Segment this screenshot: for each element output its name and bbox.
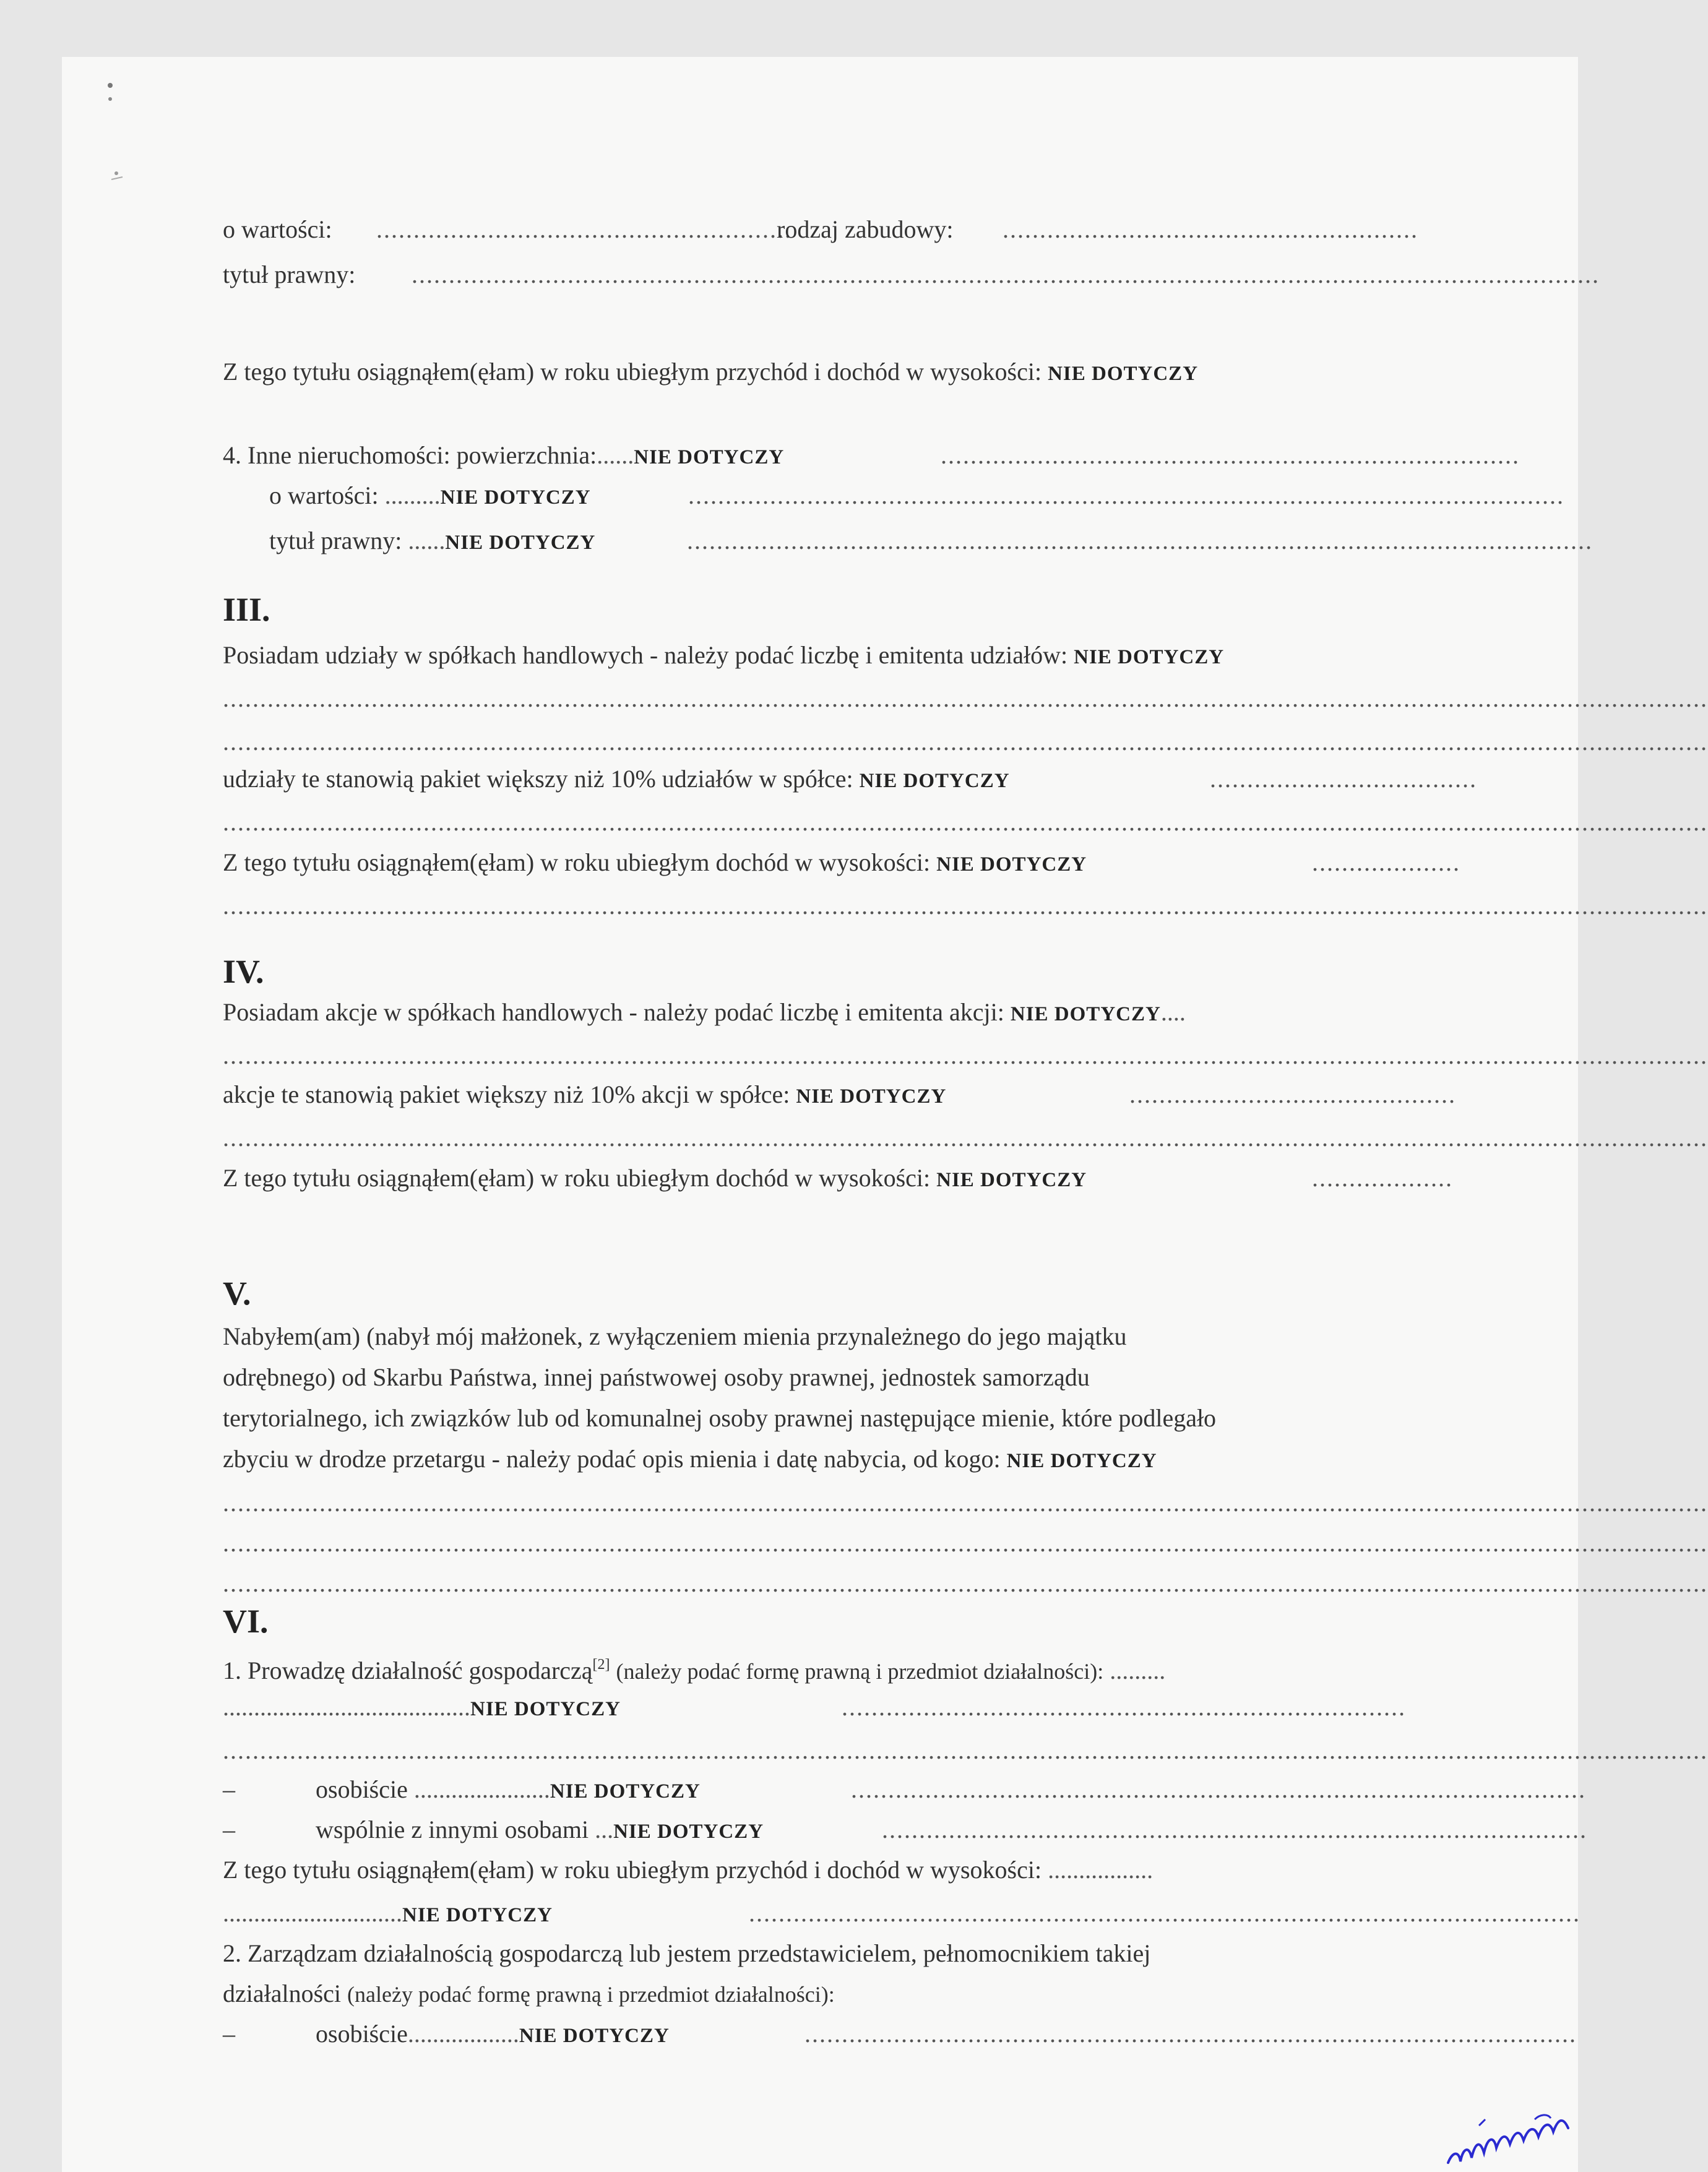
nie-dotyczy: NIE DOTYCZY — [402, 1904, 553, 1926]
nie-dotyczy: NIE DOTYCZY — [936, 1169, 1087, 1191]
nie-dotyczy: NIE DOTYCZY — [1048, 363, 1199, 385]
signature-icon — [1442, 2101, 1578, 2172]
zarzadzam-line-1: 2. Zarządzam działalnością gospodarczą lub jestem przedstawicielem, pełnomocnikiem takiej — [223, 1939, 1151, 1967]
dotted-fill: ........................................................ — [1003, 215, 1418, 243]
osobiscie-line: – osobiście ......................NIE DOTYCZY — [223, 1775, 701, 1803]
akcje-dochod-line: Z tego tytułu osiągnąłem(ęłam) w roku ubiegłym dochód w wysokości: NIE DOTYCZY — [223, 1164, 1087, 1192]
footnote-ref: [2] — [592, 1657, 610, 1673]
udzialy-dochod-line: Z tego tytułu osiągnąłem(ęłam) w roku ubiegłym dochód w wysokości: NIE DOTYCZY — [223, 848, 1087, 876]
dotted-fill: .............................................................................. — [941, 441, 1520, 469]
dotted-fill: ........................................................................................................................................................................................................ — [223, 1489, 1708, 1517]
dotted-fill: ........................................................................................................................................................................................................ — [223, 728, 1708, 756]
nie-dotyczy: NIE DOTYCZY — [634, 446, 785, 468]
nie-dotyczy: NIE DOTYCZY — [796, 1085, 947, 1108]
dotted-fill: ............................................ — [1129, 1080, 1456, 1108]
section-iv-heading: IV. — [223, 953, 264, 990]
dotted-fill: ........................................................ — [376, 215, 792, 243]
dotted-fill: ........................................................................................................................................................................................................ — [223, 1569, 1708, 1597]
section-iii-heading: III. — [223, 591, 270, 628]
nabylem-line-2: odrębnego) od Skarbu Państwa, innej państwowej osoby prawnej, jednostek samorządu — [223, 1363, 1090, 1391]
inne-nieruchomosci-line: 4. Inne nieruchomości: powierzchnia:......NIE DOTYCZY — [223, 441, 785, 469]
tytul-prawny-label: tytuł prawny: — [223, 261, 356, 288]
nie-dotyczy: NIE DOTYCZY — [550, 1780, 701, 1803]
dotted-fill: ........................................................................................................................................................................................................ — [223, 1124, 1708, 1152]
inne-wartosci-line: o wartości: .........NIE DOTYCZY — [269, 481, 591, 509]
section-vi-heading: VI. — [223, 1603, 269, 1640]
dotted-fill: ................................................................................................................................................................ — [412, 261, 1600, 288]
vi-przychod-answer-line: .............................NIE DOTYCZY — [223, 1899, 553, 1927]
dotted-fill: ............................................................................................... — [882, 1816, 1587, 1843]
akcje-pakiet-line: akcje te stanowią pakiet większy niż 10% akcji w spółce: NIE DOTYCZY — [223, 1080, 947, 1108]
section-v-heading: V. — [223, 1275, 251, 1312]
udzialy-pakiet-line: udziały te stanowią pakiet większy niż 10% udziałów w spółce: NIE DOTYCZY — [223, 765, 1010, 793]
akcje-line: Posiadam akcje w spółkach handlowych - należy podać liczbę i emitenta akcji: NIE DOTYCZY.... — [223, 998, 1186, 1026]
dotted-fill: ........................................................................................................ — [804, 2020, 1577, 2048]
dotted-fill: ................................................................................................................ — [749, 1899, 1581, 1927]
nie-dotyczy: NIE DOTYCZY — [445, 532, 596, 554]
nie-dotyczy: NIE DOTYCZY — [1006, 1450, 1157, 1472]
vi-przychod-line: Z tego tytułu osiągnąłem(ęłam) w roku ubiegłym przychód i dochód w wysokości: ................. — [223, 1856, 1154, 1884]
dotted-fill: ................... — [1312, 1164, 1453, 1192]
nie-dotyczy: NIE DOTYCZY — [440, 486, 591, 509]
rodzaj-zabudowy-label: rodzaj zabudowy: — [777, 215, 954, 243]
nie-dotyczy: NIE DOTYCZY — [1074, 646, 1225, 668]
nie-dotyczy: NIE DOTYCZY — [1010, 1003, 1161, 1025]
dotted-fill: ........................................................................................................................................................................................................ — [223, 1529, 1708, 1557]
scan-speck-marks — [93, 74, 167, 210]
udzialy-line: Posiadam udziały w spółkach handlowych - należy podać liczbę i emitenta udziałów: NIE DOTYCZY — [223, 641, 1225, 669]
nie-dotyczy: NIE DOTYCZY — [519, 2025, 670, 2047]
inne-tytul-line: tytuł prawny: ......NIE DOTYCZY — [269, 527, 596, 554]
dotted-fill: ............................................................................ — [842, 1693, 1406, 1721]
nabylem-line-4: zbyciu w drodze przetargu - należy podać opis mienia i datę nabycia, od kogo: NIE DOTYCZY — [223, 1445, 1157, 1473]
dotted-fill: ........................................................................................................................................................................................................ — [223, 808, 1708, 836]
dotted-fill: .................................... — [1210, 765, 1477, 793]
dotted-fill: ...................................................................................................................... — [688, 481, 1564, 509]
nie-dotyczy: NIE DOTYCZY — [470, 1698, 621, 1720]
dotted-fill: ........................................................................................................................................................................................................ — [223, 1041, 1708, 1069]
nie-dotyczy: NIE DOTYCZY — [613, 1821, 764, 1843]
dotted-fill: ........................................................................................................................................................................................................ — [223, 892, 1708, 920]
przychod-line: Z tego tytułu osiągnąłem(ęłam) w roku ubiegłym przychód i dochód w wysokości: NIE DOTYCZY — [223, 358, 1199, 386]
dotted-fill: .......................................................................................................................... — [687, 527, 1593, 554]
wspolnie-line: – wspólnie z innymi osobami ...NIE DOTYCZY — [223, 1816, 764, 1843]
zarzadzam-line-2: działalności (należy podać formę prawną i przedmiot działalności): — [223, 1980, 835, 2007]
dotted-fill: ........................................................................................................................................................................................................ — [223, 684, 1708, 712]
nie-dotyczy: NIE DOTYCZY — [859, 770, 1010, 792]
prowadze-answer-line: ........................................NIE DOTYCZY — [223, 1693, 621, 1721]
nie-dotyczy: NIE DOTYCZY — [936, 853, 1087, 876]
nabylem-line-3: terytorialnego, ich związków lub od komunalnej osoby prawnej następujące mienie, które podlegało — [223, 1404, 1217, 1432]
nabylem-line-1: Nabyłem(am) (nabył mój małżonek, z wyłączeniem mienia przynależnego do jego majątku — [223, 1322, 1127, 1350]
prowadze-line: 1. Prowadzę działalność gospodarczą[2] (należy podać formę prawną i przedmiot działalności): ......... — [223, 1657, 1166, 1684]
dotted-fill: ........................................................................................................................................................................................................ — [223, 1736, 1708, 1764]
dotted-fill: .................... — [1312, 848, 1460, 876]
dotted-fill: ................................................................................................... — [851, 1775, 1586, 1803]
wartosci-line: o wartości: — [223, 215, 332, 243]
zarzadzam-osobiscie-line: – osobiście..................NIE DOTYCZY — [223, 2020, 670, 2048]
